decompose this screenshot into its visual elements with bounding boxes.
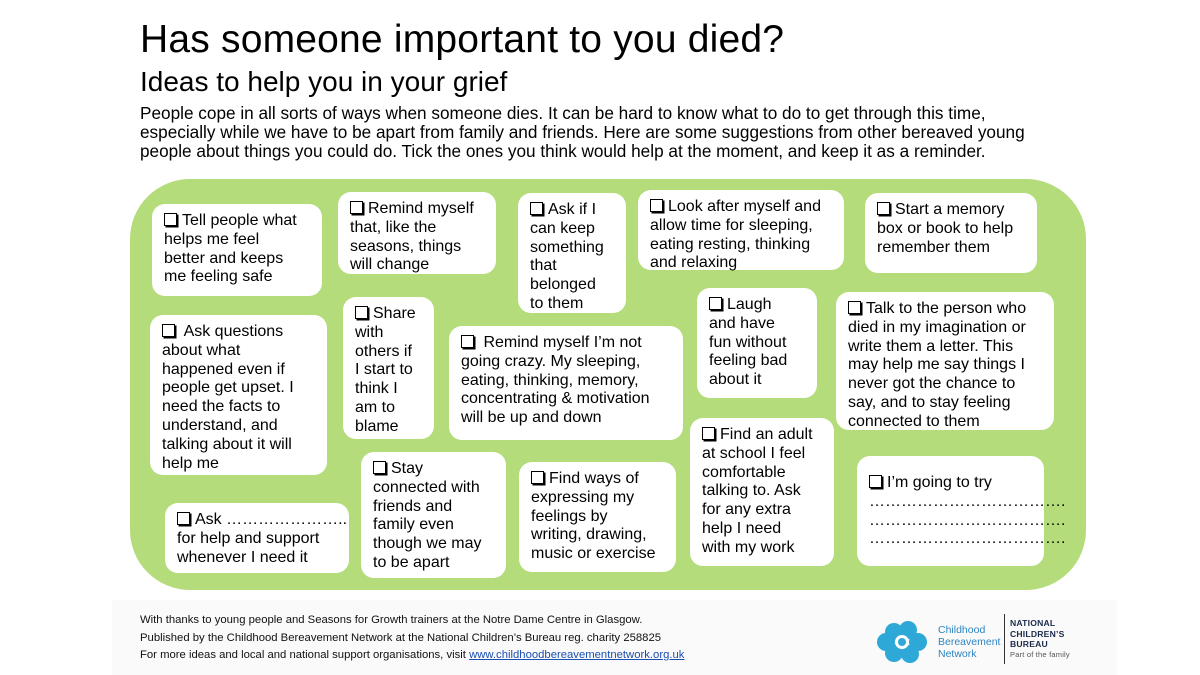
card-laugh[interactable] bbox=[697, 288, 817, 398]
card-line bbox=[869, 492, 1066, 512]
checkbox-icon[interactable] bbox=[848, 301, 861, 314]
card-text: ………………………………. bbox=[869, 511, 1066, 529]
card-line bbox=[530, 276, 618, 295]
card-line bbox=[650, 254, 836, 273]
card-line bbox=[350, 219, 488, 238]
card-text: music or exercise bbox=[531, 545, 656, 563]
card-text: blame bbox=[355, 417, 399, 435]
card-text: concentrating & motivation bbox=[461, 390, 650, 408]
checkbox-icon[interactable] bbox=[530, 202, 543, 215]
card-text: talking to. Ask bbox=[702, 482, 801, 500]
card-line bbox=[177, 530, 341, 549]
intro-text bbox=[140, 104, 1200, 161]
card-text: and relaxing bbox=[650, 254, 738, 272]
card-line bbox=[461, 353, 675, 372]
footer-website-link[interactable]: www.childhoodbereavementnetwork.org.uk bbox=[469, 649, 685, 661]
card-text: Remind myself I’m not bbox=[479, 334, 642, 351]
card-text: Find an adult bbox=[720, 426, 813, 443]
checkbox-icon[interactable] bbox=[650, 199, 663, 212]
card-text: understand, and bbox=[162, 416, 278, 434]
card-line bbox=[702, 539, 826, 558]
checkbox-icon[interactable] bbox=[702, 427, 715, 440]
card-text: died in my imagination or bbox=[848, 318, 1026, 336]
checkbox-icon[interactable] bbox=[869, 475, 882, 488]
card-line bbox=[162, 455, 319, 474]
card-seasons[interactable] bbox=[338, 192, 496, 274]
card-text: to them bbox=[530, 294, 584, 312]
card-text: think I bbox=[355, 380, 398, 398]
card-line bbox=[177, 549, 341, 568]
card-line bbox=[877, 239, 1029, 258]
card-line bbox=[162, 342, 319, 361]
checkbox-icon[interactable] bbox=[461, 335, 474, 348]
card-text: connected to them bbox=[848, 412, 980, 430]
card-line bbox=[162, 379, 319, 398]
card-text: happened even if bbox=[162, 360, 285, 378]
card-line bbox=[162, 323, 319, 342]
card-text: can keep bbox=[530, 219, 595, 237]
card-text: comfortable bbox=[702, 463, 786, 481]
card-text: that, like the bbox=[350, 218, 437, 236]
card-text: Share bbox=[373, 305, 416, 322]
card-line bbox=[531, 526, 668, 545]
card-text: eating resting, thinking bbox=[650, 235, 811, 253]
card-tell-people[interactable] bbox=[152, 204, 322, 296]
card-line bbox=[355, 418, 426, 437]
card-line bbox=[350, 200, 488, 219]
card-line bbox=[531, 545, 668, 564]
ncb-logo-text: NATIONAL CHILDREN’S BUREAU Part of the family bbox=[1010, 618, 1070, 659]
card-line bbox=[702, 482, 826, 501]
card-find-adult[interactable] bbox=[690, 418, 834, 566]
card-line bbox=[709, 315, 809, 334]
card-text: ………………………………. bbox=[869, 492, 1066, 510]
card-text: about it bbox=[709, 371, 762, 389]
card-talk-person[interactable] bbox=[836, 292, 1054, 430]
card-text: better and keeps bbox=[164, 249, 284, 267]
intro-line: People cope in all sorts of ways when someone dies. It can be hard to know what to do to get through this time, bbox=[140, 103, 986, 123]
card-text: Laugh bbox=[727, 296, 772, 313]
card-line bbox=[702, 426, 826, 445]
card-line bbox=[164, 212, 314, 231]
card-text: write them a letter. This bbox=[848, 337, 1014, 355]
footer-visit bbox=[140, 647, 684, 663]
intro-line: people about things you could do. Tick the ones you think would help at the moment, and keep it as a reminder. bbox=[140, 141, 986, 161]
card-ask-questions[interactable] bbox=[150, 315, 327, 475]
cbn-logo-text: Childhood Bereavement Network bbox=[938, 624, 1001, 660]
card-text: help me bbox=[162, 454, 219, 472]
card-line bbox=[531, 489, 668, 508]
card-going-to-try[interactable] bbox=[857, 456, 1066, 566]
card-line bbox=[848, 338, 1046, 357]
footer bbox=[112, 600, 1117, 675]
card-text: Find ways of bbox=[549, 470, 639, 487]
card-text: feeling bad bbox=[709, 352, 788, 370]
card-line bbox=[877, 201, 1029, 220]
card-line bbox=[461, 372, 675, 391]
card-text: with bbox=[355, 323, 384, 341]
card-text: me feeling safe bbox=[164, 268, 273, 286]
card-line bbox=[702, 501, 826, 520]
card-text: fun without bbox=[709, 333, 787, 351]
card-ask-help[interactable] bbox=[165, 503, 349, 573]
card-text: Ask ………………….. bbox=[195, 511, 348, 528]
card-text: seasons, things bbox=[350, 237, 462, 255]
card-line bbox=[709, 371, 809, 390]
card-line bbox=[162, 436, 319, 455]
card-line bbox=[373, 535, 498, 554]
card-line bbox=[350, 238, 488, 257]
card-text: will change bbox=[350, 256, 430, 274]
card-line bbox=[373, 516, 498, 535]
card-line bbox=[869, 530, 1066, 549]
checkbox-icon[interactable] bbox=[177, 512, 190, 525]
card-text: to be apart bbox=[373, 553, 450, 571]
checkbox-icon[interactable] bbox=[531, 471, 544, 484]
card-line bbox=[709, 334, 809, 353]
page-subtitle: Ideas to help you in your grief bbox=[140, 66, 508, 97]
card-stay-connected[interactable] bbox=[361, 452, 506, 578]
card-keep-something[interactable] bbox=[518, 193, 626, 313]
card-line bbox=[530, 239, 618, 258]
card-text: writing, drawing, bbox=[531, 526, 647, 544]
checkbox-icon[interactable] bbox=[350, 201, 363, 214]
card-text: may help me say things I bbox=[848, 356, 1025, 374]
footer-published: Published by the Childhood Bereavement Network at the National Children’s Bureau reg. charity 258825 bbox=[140, 632, 662, 644]
card-text: allow time for sleeping, bbox=[650, 216, 813, 234]
card-line bbox=[709, 296, 809, 315]
card-line bbox=[531, 470, 668, 489]
card-text: that bbox=[530, 257, 557, 275]
card-line bbox=[848, 319, 1046, 338]
card-text: going crazy. My sleeping, bbox=[461, 352, 641, 370]
card-text: about what bbox=[162, 341, 241, 359]
card-line bbox=[355, 361, 426, 380]
card-line bbox=[530, 220, 618, 239]
card-line bbox=[355, 399, 426, 418]
card-text: Remind myself bbox=[368, 200, 474, 217]
card-text: Ask questions bbox=[180, 323, 284, 340]
card-line bbox=[869, 511, 1066, 531]
card-text: Tell people what bbox=[182, 212, 297, 229]
checkbox-icon[interactable] bbox=[877, 202, 890, 215]
card-line bbox=[461, 390, 675, 409]
card-line bbox=[650, 198, 836, 217]
card-line bbox=[162, 417, 319, 436]
card-text: for any extra bbox=[702, 501, 791, 519]
checkbox-icon[interactable] bbox=[355, 306, 368, 319]
card-line bbox=[461, 409, 675, 428]
card-line bbox=[702, 520, 826, 539]
card-text: friends and bbox=[373, 497, 453, 515]
card-text: people get upset. I bbox=[162, 379, 294, 397]
card-text: at school I feel bbox=[702, 444, 806, 462]
intro-line: especially while we have to be apart from family and friends. Here are some suggestions from other bereaved young bbox=[140, 122, 1025, 142]
card-line bbox=[164, 231, 314, 250]
card-text: never got the chance to bbox=[848, 375, 1016, 393]
card-text: with my work bbox=[702, 538, 795, 556]
card-text: Talk to the person who bbox=[866, 300, 1027, 317]
card-look-after[interactable] bbox=[638, 190, 844, 270]
card-line bbox=[373, 460, 498, 479]
card-text: am to bbox=[355, 398, 396, 416]
card-text: others if bbox=[355, 342, 412, 360]
card-line bbox=[373, 554, 498, 573]
card-text: I start to bbox=[355, 361, 413, 379]
card-memory-box[interactable] bbox=[865, 193, 1037, 273]
card-text: box or book to help bbox=[877, 219, 1014, 237]
card-line bbox=[530, 257, 618, 276]
card-text: Look after myself and bbox=[668, 198, 821, 215]
card-line bbox=[355, 305, 426, 324]
card-text: say, and to stay feeling bbox=[848, 393, 1011, 411]
card-text: eating, thinking, memory, bbox=[461, 371, 639, 389]
card-line bbox=[162, 361, 319, 380]
card-text: whenever I need it bbox=[177, 548, 308, 566]
card-text: talking about it will bbox=[162, 435, 292, 453]
card-share[interactable] bbox=[343, 297, 434, 439]
card-not-crazy[interactable] bbox=[449, 326, 683, 440]
card-line bbox=[709, 352, 809, 371]
card-line bbox=[530, 295, 618, 314]
card-line bbox=[355, 343, 426, 362]
flower-logo-icon bbox=[874, 620, 936, 666]
checkbox-icon[interactable] bbox=[373, 461, 386, 474]
card-text: will be up and down bbox=[461, 409, 602, 427]
card-line bbox=[650, 236, 836, 255]
card-line bbox=[848, 300, 1046, 319]
card-line bbox=[848, 413, 1046, 432]
card-line bbox=[848, 375, 1046, 394]
card-text: for help and support bbox=[177, 529, 320, 547]
card-text: Stay bbox=[391, 460, 424, 477]
card-line bbox=[177, 511, 348, 530]
card-line bbox=[877, 220, 1029, 239]
card-text: Start a memory bbox=[895, 201, 1005, 218]
card-text: ………………………………. bbox=[869, 530, 1066, 548]
card-line bbox=[373, 498, 498, 517]
page-title: Has someone important to you died? bbox=[140, 18, 785, 61]
card-line bbox=[702, 464, 826, 483]
checkbox-icon[interactable] bbox=[709, 297, 722, 310]
card-text: belonged bbox=[530, 276, 596, 294]
card-line bbox=[164, 250, 314, 269]
checkbox-icon[interactable] bbox=[162, 324, 175, 337]
card-line bbox=[869, 474, 1036, 493]
card-text: remember them bbox=[877, 238, 990, 256]
card-text: though we may bbox=[373, 535, 482, 553]
footer-visit-text: For more ideas and local and national support organisations, visit bbox=[140, 649, 470, 661]
card-line bbox=[461, 334, 675, 353]
card-line bbox=[373, 479, 498, 498]
card-line bbox=[848, 356, 1046, 375]
card-text: something bbox=[530, 238, 604, 256]
card-line bbox=[164, 268, 314, 287]
card-line bbox=[355, 324, 426, 343]
card-text: expressing my bbox=[531, 488, 635, 506]
card-text: Ask if I bbox=[548, 201, 597, 218]
card-line bbox=[650, 217, 836, 236]
logo-divider bbox=[1004, 614, 1005, 664]
card-text: I’m going to try bbox=[887, 474, 992, 491]
card-line bbox=[848, 394, 1046, 413]
card-line bbox=[530, 201, 618, 220]
card-find-ways[interactable] bbox=[519, 462, 676, 572]
card-line bbox=[162, 398, 319, 417]
card-line bbox=[350, 256, 488, 275]
card-text: family even bbox=[373, 516, 454, 534]
card-text: helps me feel bbox=[164, 230, 260, 248]
card-line bbox=[355, 380, 426, 399]
card-text: feelings by bbox=[531, 507, 608, 525]
card-text: connected with bbox=[373, 478, 480, 496]
card-line bbox=[531, 508, 668, 527]
card-line bbox=[702, 445, 826, 464]
card-text: need the facts to bbox=[162, 398, 281, 416]
checkbox-icon[interactable] bbox=[164, 213, 177, 226]
footer-thanks: With thanks to young people and Seasons for Growth trainers at the Notre Dame Centre in Glasgow. bbox=[140, 614, 643, 626]
card-text: and have bbox=[709, 314, 775, 332]
card-text: help I need bbox=[702, 519, 782, 537]
